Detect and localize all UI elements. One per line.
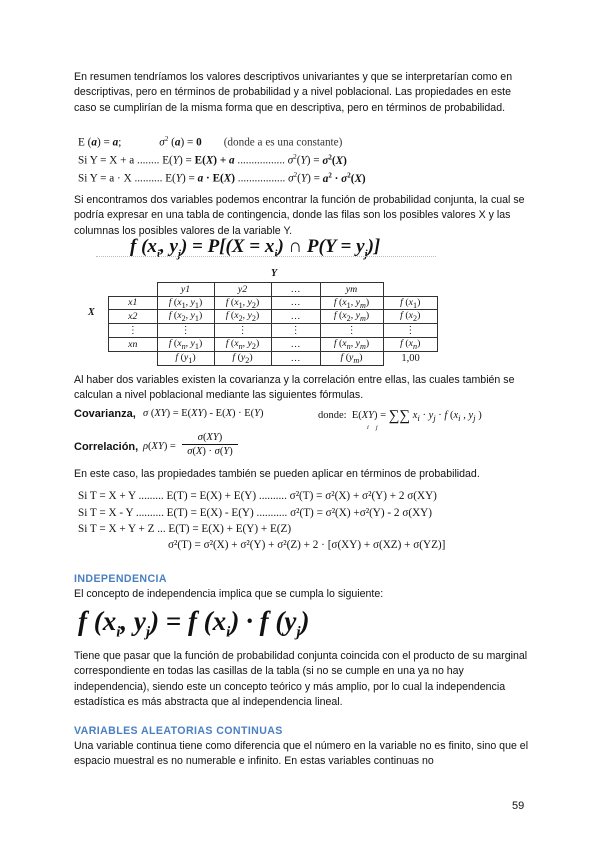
independence-formula: f ($x_i$, $y_j) = f$ $(x_i) \cdot f$ $(y_j)$ bbox=[78, 606, 310, 641]
donde-label: donde: bbox=[318, 410, 347, 421]
table-var-y: Y bbox=[271, 268, 278, 279]
row-label: ⋮ bbox=[109, 324, 158, 338]
property-sum: Si Y = X + a ........ E(Y) = E(X) + a ................. $\sigma^2(Y) = \sigma^2(X)$ bbox=[78, 153, 347, 167]
heading-variables-continuas: VARIABLES ALEATORIAS CONTINUAS bbox=[74, 725, 283, 737]
row-label: xn bbox=[128, 338, 138, 350]
correlacion-label: Correlación, bbox=[74, 441, 139, 453]
page-number: 59 bbox=[512, 800, 525, 812]
independence-explanation: Tiene que pasar que la función de probabilidad conjunta coincida con el producto de su marginal correspondiente en todas las casillas de la tabla (si no se cumple en una ya no hay independencia), siendo este un concepto teórico y más amplio, por lo cual la independencia estadística es más abstracta que al independencia lineal. bbox=[74, 650, 528, 709]
independence-paragraph: El concepto de independencia implica que se cumpla lo siguiente: bbox=[74, 588, 384, 600]
expectation-formula: donde: E(XY) = ∑∑ $x_i \cdot y_j \cdot f$ ($x_i$ , $y_j$ ) bbox=[318, 408, 482, 424]
formula-divider bbox=[96, 256, 436, 257]
joint-probability-formula: f ($x_i$, $y_j) = P[(X = x_i)$ ∩ $P(Y = y_j)$] bbox=[130, 236, 381, 260]
properties-paragraph: En este caso, las propiedades también se pueden aplicar en términos de probabilidad. bbox=[74, 468, 480, 480]
table-row: xn f ($x_n$, $y_1$) f ($x_n$, $y_2$) … f ($x_n$, $y_m$) f $(x_n)$ bbox=[109, 337, 438, 351]
row-label: x1 bbox=[128, 297, 138, 309]
col-header: … bbox=[271, 283, 320, 297]
sum-indices: ij bbox=[367, 424, 385, 431]
table-marginal-row: f $(y_1)$ f $(y_2)$ … f $(y_m)$ 1,00 bbox=[109, 351, 438, 365]
table-row: ⋮ ⋮ ⋮ ⋮ ⋮ ⋮ bbox=[109, 324, 438, 338]
col-header: y1 bbox=[180, 283, 191, 295]
property-t-sum: Si T = X + Y ......... E(T) = E(X) + E(Y) .......... σ²(T) = σ²(X) + σ²(Y) + 2 σ(XY) bbox=[78, 490, 437, 502]
col-header: ym bbox=[345, 283, 358, 295]
table-row: x2 f ($x_2$, $y_1$) f ($x_2$, $y_2$) … f ($x_2$, $y_m$) f $(x_2)$ bbox=[109, 310, 438, 324]
property-constant: E (a) = a; $\sigma^2$ (a) = 0 (donde a es una constante) bbox=[78, 135, 343, 149]
property-t-three-sum: Si T = X + Y + Z ... E(T) = E(X) + E(Y) + E(Z) bbox=[78, 523, 292, 535]
row-label: x2 bbox=[128, 311, 138, 323]
col-header: y2 bbox=[237, 283, 248, 295]
covariance-paragraph: Al haber dos variables existen la covarianza y la correlación entre ellas, las cuales también se calculan a nivel poblacional mediante las siguientes fórmulas. bbox=[74, 374, 515, 402]
table-header-row bbox=[109, 283, 438, 297]
table-row: x1 f ($x_1$, $y_1$) f ($x_1$, $y_2$) … f ($x_1$, $y_m$) f $(x_1)$ bbox=[109, 296, 438, 310]
property-product-prefix: Si Y = a · X bbox=[78, 172, 132, 185]
table-total: 1,00 bbox=[401, 353, 420, 365]
property-t-three-variance: σ²(T) = σ²(X) + σ²(Y) + σ²(Z) + 2 · [σ(XY) + σ(XZ) + σ(YZ)] bbox=[168, 539, 446, 551]
heading-independencia: INDEPENDENCIA bbox=[74, 573, 167, 585]
property-product: Si Y = a · X .......... E(Y) = a · E(X) ................. $\sigma^2(Y) = a^2 \cdot \sigma^2(X)$ bbox=[78, 171, 366, 185]
correlation-formula: ρ(XY) = bbox=[143, 441, 176, 452]
correlation-fraction: σ(XY) σ(X) · σ(Y) bbox=[182, 432, 238, 457]
joint-probability-paragraph: Si encontramos dos variables podemos encontrar la función de probabilidad conjunta, la cual se podría expresar en una tabla de contingencia, donde las filas son los posibles valores X y las columnas los posibles valores de la variable Y. bbox=[74, 194, 525, 237]
constant-note: (donde a es una constante) bbox=[223, 136, 343, 149]
covariance-formula: σ (XY) = E(XY) - E(X) · E(Y) bbox=[143, 408, 264, 419]
property-t-diff: Si T = X - Y .......... E(T) = E(X) - E(Y) ........... σ²(T) = σ²(X) +σ²(Y) - 2 σ(XY) bbox=[78, 507, 432, 519]
continuous-paragraph: Una variable continua tiene como diferencia que el número en la variable no es finito, sino que el espacio muestral es no numerable e infinito. En estas variables continuas no bbox=[74, 740, 529, 768]
intro-paragraph: En resumen tendríamos los valores descriptivos univariantes y que se interpretarían como en descriptivas, pero en términos de probabilidad y a nivel poblacional. Las propiedades en este caso se cumplirían de la misma forma que en descriptiva, pero en términos de probabilidad. bbox=[74, 71, 513, 114]
covarianza-label: Covarianza, bbox=[74, 408, 136, 420]
table-var-x: X bbox=[88, 307, 95, 318]
property-sum-prefix: Si Y = X + a bbox=[78, 154, 135, 167]
contingency-table bbox=[108, 282, 438, 366]
